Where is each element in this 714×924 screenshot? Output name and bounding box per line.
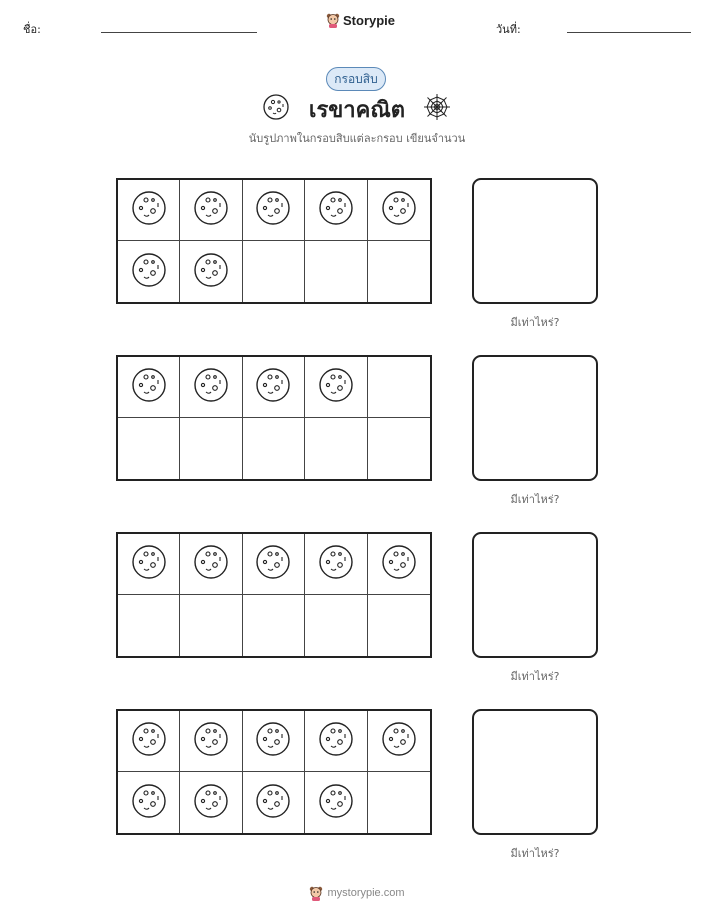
moon-icon <box>193 252 229 292</box>
ten-frame-cell <box>180 180 242 241</box>
ten-frame-2 <box>116 355 432 481</box>
ten-frame-cell <box>180 418 242 479</box>
moon-icon <box>193 190 229 230</box>
date-label: วันที่: <box>496 23 521 36</box>
moon-icon <box>193 721 229 761</box>
ten-frame-1 <box>116 178 432 304</box>
moon-icon <box>131 190 167 230</box>
ten-frame-cell <box>243 241 305 302</box>
ten-frame-cell <box>368 772 430 833</box>
ten-frame-cell <box>243 357 305 418</box>
ten-frame-cell <box>368 180 430 241</box>
question-4: มีเท่าไหร่? <box>510 847 560 860</box>
ten-frame-cell <box>243 180 305 241</box>
moon-icon <box>193 783 229 823</box>
question-2: มีเท่าไหร่? <box>510 493 560 506</box>
topic-badge: กรอบสิบ <box>326 67 386 91</box>
ten-frame-cell <box>368 711 430 772</box>
ten-frame-cell <box>118 711 180 772</box>
moon-icon <box>131 367 167 407</box>
footer <box>0 885 714 901</box>
moon-icon <box>318 721 354 761</box>
question-3: มีเท่าไหร่? <box>510 670 560 683</box>
instructions: นับรูปภาพในกรอบสิบแต่ละกรอบ เขียนจำนวน <box>248 132 466 145</box>
ten-frame-cell <box>368 241 430 302</box>
answer-box-3[interactable] <box>472 532 598 658</box>
moon-icon <box>255 367 291 407</box>
answer-box-4[interactable] <box>472 709 598 835</box>
ten-frame-cell <box>243 595 305 656</box>
ten-frame-cell <box>305 241 367 302</box>
moon-icon <box>318 367 354 407</box>
moon-icon <box>131 252 167 292</box>
moon-icon <box>255 190 291 230</box>
ten-frame-cell <box>305 711 367 772</box>
moon-icon <box>318 783 354 823</box>
moon-icon <box>255 721 291 761</box>
spider-web-icon <box>422 92 452 126</box>
moon-icon <box>193 544 229 584</box>
ten-frame-cell <box>118 595 180 656</box>
ten-frame-cell <box>118 772 180 833</box>
moon-icon <box>255 783 291 823</box>
ten-frame-cell <box>180 534 242 595</box>
name-write-line[interactable] <box>101 32 257 33</box>
ten-frame-cell <box>243 418 305 479</box>
page-title: เรขาคณิต <box>308 98 406 123</box>
moon-icon <box>381 190 417 230</box>
title-row <box>0 92 714 124</box>
ten-frame-cell <box>180 772 242 833</box>
moon-icon <box>131 721 167 761</box>
ten-frame-cell <box>180 357 242 418</box>
ten-frame-cell <box>368 595 430 656</box>
answer-box-1[interactable] <box>472 178 598 304</box>
bear-mascot-icon <box>326 12 340 28</box>
brand-logo <box>326 12 395 28</box>
moon-icon <box>255 544 291 584</box>
moon-icon <box>193 367 229 407</box>
moon-icon <box>318 544 354 584</box>
ten-frame-cell <box>118 418 180 479</box>
moon-icon <box>131 544 167 584</box>
ten-frame-cell <box>118 534 180 595</box>
ten-frame-cell <box>305 534 367 595</box>
ten-frame-cell <box>368 534 430 595</box>
ten-frame-cell <box>305 595 367 656</box>
moon-icon <box>381 721 417 761</box>
ten-frame-cell <box>243 534 305 595</box>
ten-frame-3 <box>116 532 432 658</box>
ten-frame-cell <box>180 595 242 656</box>
brand-name: Storypie <box>343 12 396 28</box>
moon-icon <box>131 783 167 823</box>
ten-frame-cell <box>368 357 430 418</box>
ten-frame-cell <box>305 418 367 479</box>
ten-frame-cell <box>118 241 180 302</box>
ten-frame-cell <box>368 418 430 479</box>
ten-frame-cell <box>305 357 367 418</box>
bear-mascot-icon <box>309 885 323 901</box>
footer-url: mystorypie.com <box>327 887 405 899</box>
moon-icon <box>318 190 354 230</box>
ten-frame-cell <box>305 772 367 833</box>
answer-box-2[interactable] <box>472 355 598 481</box>
ten-frame-cell <box>243 711 305 772</box>
name-label: ชื่อ: <box>23 23 41 36</box>
date-write-line[interactable] <box>567 32 691 33</box>
question-1: มีเท่าไหร่? <box>510 316 560 329</box>
ten-frame-cell <box>180 711 242 772</box>
ten-frame-4 <box>116 709 432 835</box>
moon-icon <box>381 544 417 584</box>
ten-frame-cell <box>180 241 242 302</box>
ten-frame-cell <box>305 180 367 241</box>
ten-frame-cell <box>118 357 180 418</box>
ten-frame-cell <box>118 180 180 241</box>
ten-frame-cell <box>243 772 305 833</box>
